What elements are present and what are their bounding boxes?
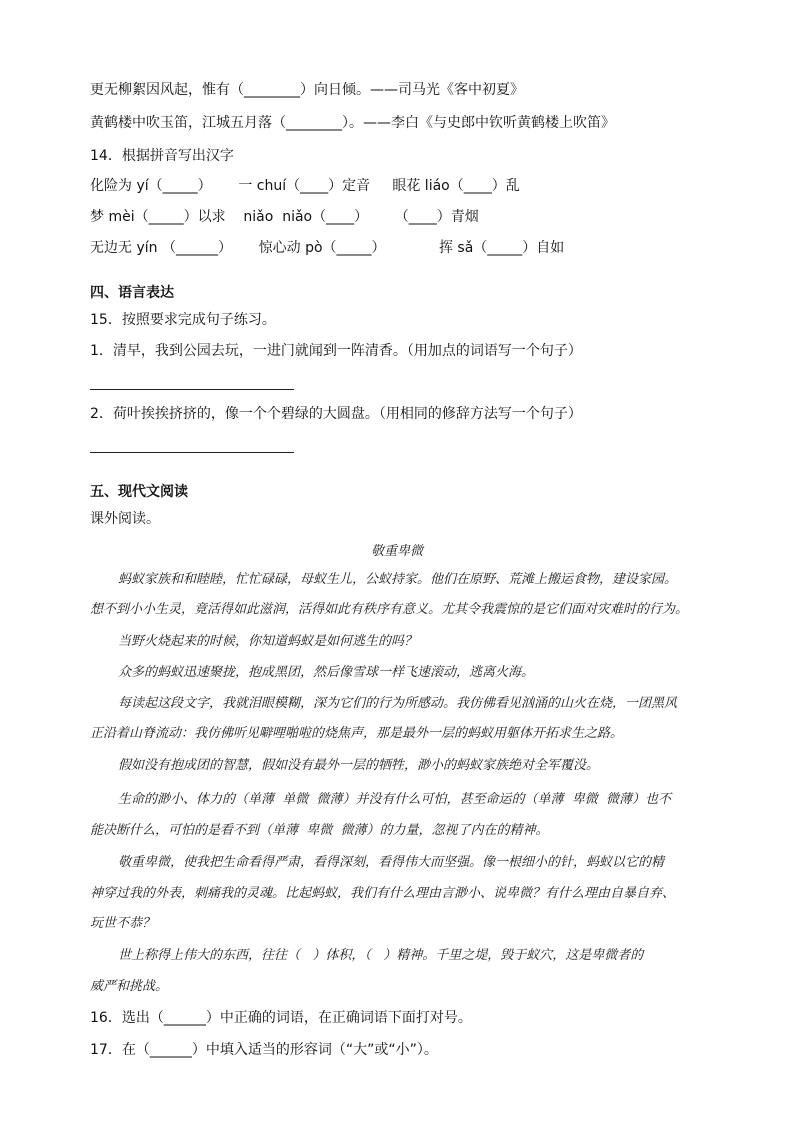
poem-line-1: 更无柳絮因风起，惟有（________）向日倾。——司马光《客中初夏》 — [90, 82, 524, 98]
passage-para-8b: 威严和挑战。 — [90, 979, 169, 994]
poem-line-2: 黄鹤楼中吹玉笛，江城五月落（________）。——李白《与史郎中钦听黄鹤楼上吹笛》 — [90, 115, 615, 131]
passage-para-4b: 正沿着山脊流动：我仿佛听见噼哩啪啦的烧焦声，那是最外一层的蚂蚁用躯体开拓求生之路。 — [90, 726, 624, 741]
question-15: 15．按照要求完成句子练习。 — [90, 312, 276, 328]
section-4-heading: 四、语言表达 — [90, 285, 174, 301]
question-15-item-2: 2．荷叶挨挨挤挤的，像一个个碧绿的大圆盘。（用相同的修辞方法写一个句子） — [90, 406, 582, 422]
passage-para-5: 假如没有抱成团的智慧，假如没有最外一层的牺牲，渺小的蚂蚁家族绝对全军覆没。 — [118, 758, 600, 773]
pinyin-row-3: 无边无 yín （______） 惊心动 pò（_____） 挥 sǎ（_____）自如 — [90, 240, 565, 256]
question-14-title: 14．根据拼音写出汉字 — [90, 148, 234, 164]
passage-para-3: 众多的蚂蚁迅速聚拢，抱成黑团，然后像雪球一样飞速滚动，逃离火海。 — [118, 665, 535, 680]
passage-para-2: 当野火烧起来的时候，你知道蚂蚁是如何逃生的吗？ — [118, 634, 418, 649]
question-17: 17．在（______）中填入适当的形容词（“大”或“小”）。 — [90, 1042, 438, 1058]
pinyin-row-2: 梦 mèi（_____）以求 niǎo niǎo（____） （____）青烟 — [90, 209, 479, 225]
passage-para-8a: 世上称得上伟大的东西，往往（ ）体积，（ ）精神。千里之堤，毁于蚁穴，这是卑微者的 — [118, 948, 644, 963]
answer-line-1[interactable] — [90, 389, 294, 390]
passage-para-6b: 能决断什么，可怕的是看不到（单薄 卑微 微薄）的力量，忽视了内在的精神。 — [90, 823, 549, 838]
passage-para-4a: 每读起这段文字，我就泪眼模糊，深为它们的行为所感动。我仿佛看见汹涌的山火在烧，一团黑风 — [118, 696, 678, 711]
question-15-item-1: 1．清早，我到公园去玩，一进门就闻到一阵清香。（用加点的词语写一个句子） — [90, 343, 582, 359]
reading-intro: 课外阅读。 — [90, 511, 160, 527]
passage-para-7c: 玩世不恭？ — [90, 916, 156, 931]
question-16: 16．选出（______）中正确的词语，在正确词语下面打对号。 — [90, 1010, 472, 1026]
passage-title: 敬重卑微 — [370, 544, 423, 559]
passage-para-1a: 蚂蚁家族和和睦睦，忙忙碌碌，母蚁生儿，公蚁持家。他们在原野、荒滩上搬运食物，建设家园。 — [118, 572, 678, 587]
answer-line-2[interactable] — [90, 452, 294, 453]
passage-para-7a: 敬重卑微，使我把生命看得严肃，看得深刻，看得伟大而坚强。像一根细小的针，蚂蚁以它的精 — [118, 855, 665, 870]
pinyin-row-1: 化险为 yí（_____） 一 chuí（____）定音 眼花 liáo（____）乱 — [90, 178, 520, 194]
passage-para-7b: 神穿过我的外表，刺痛我的灵魂。比起蚂蚁，我们有什么理由言渺小、说卑微？有什么理由自暴自弃、 — [90, 886, 676, 901]
section-5-heading: 五、现代文阅读 — [90, 484, 188, 500]
passage-para-1b: 想不到小小生灵，竟活得如此滋润，活得如此有秩序有意义。尤其令我震惊的是它们面对灾难时的行为。 — [90, 602, 689, 617]
passage-para-6a: 生命的渺小、体力的（单薄 单微 微薄）并没有什么可怕，甚至命运的（单薄 卑微 微薄）也不 — [118, 792, 672, 807]
